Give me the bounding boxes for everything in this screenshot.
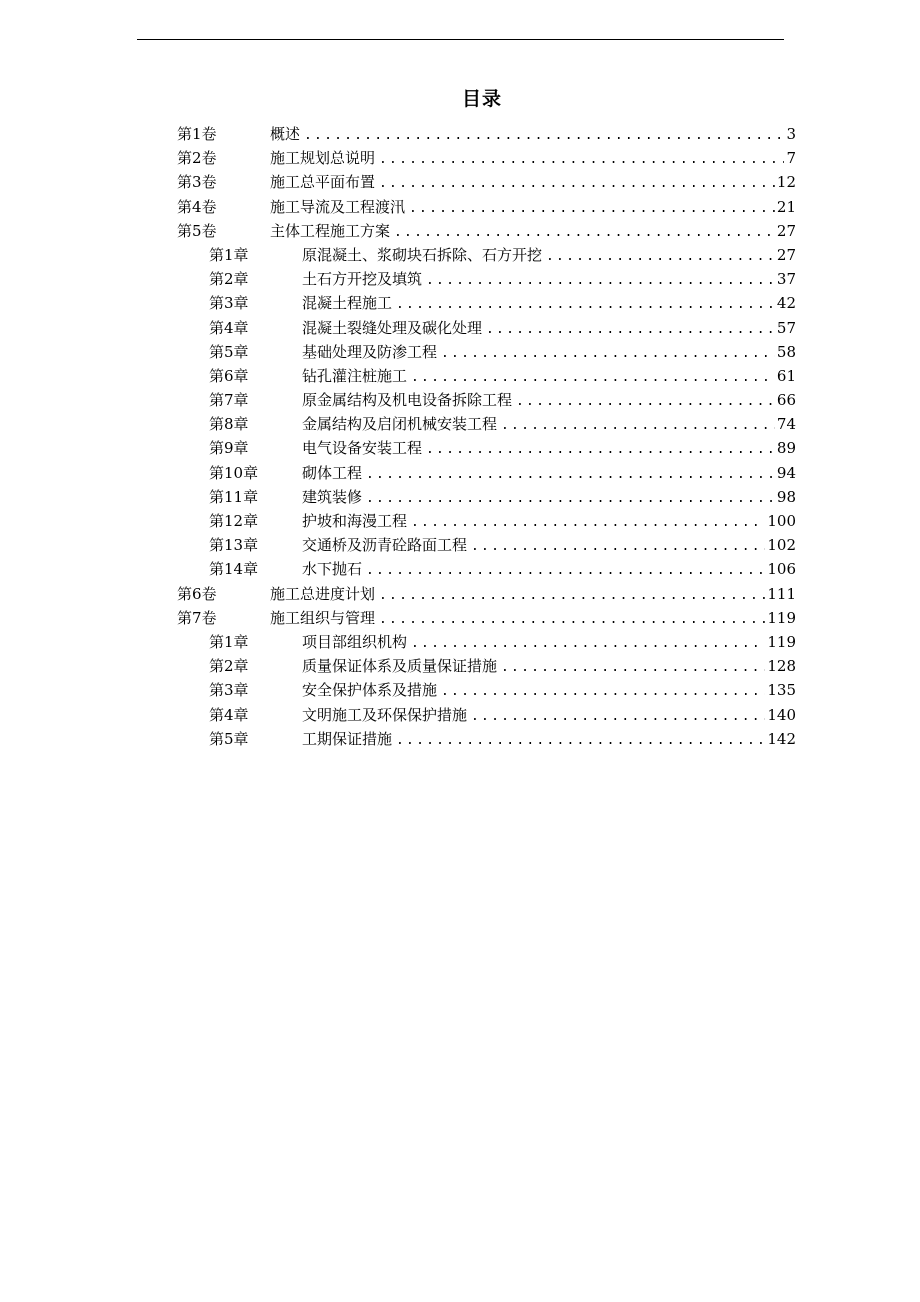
toc-entry-chapter[interactable] xyxy=(0,291,920,315)
toc-entry-line xyxy=(302,630,796,656)
toc-entry-line xyxy=(302,267,796,293)
toc-entry-title: 施工总进度计划 xyxy=(270,584,376,603)
toc-entry-page-number: 102 xyxy=(767,536,796,555)
dot-leader xyxy=(411,632,765,656)
toc-entry-volume[interactable] xyxy=(0,195,920,219)
toc-entry-page-number: 89 xyxy=(776,439,796,458)
dot-leader xyxy=(501,414,775,438)
toc-entry-title: 项目部组织机构 xyxy=(302,632,408,651)
toc-entry-volume[interactable] xyxy=(0,122,920,146)
toc-entry-page-number: 135 xyxy=(767,681,796,700)
toc-entry-page-number: 66 xyxy=(776,391,796,410)
toc-entry-label: 第12章 xyxy=(209,512,259,530)
dot-leader xyxy=(546,245,775,269)
toc-entry-label: 第2卷 xyxy=(177,149,217,168)
toc-entry-title: 土石方开挖及填筑 xyxy=(302,270,423,289)
dot-leader xyxy=(411,511,765,535)
toc-entry-volume[interactable] xyxy=(0,606,920,630)
toc-entry-line xyxy=(270,219,796,245)
dot-leader xyxy=(426,269,775,293)
dot-leader xyxy=(441,680,765,704)
toc-entry-line xyxy=(302,340,796,366)
toc-entry-label: 第3章 xyxy=(209,681,249,700)
header-rule xyxy=(137,39,784,40)
dot-leader xyxy=(366,463,775,487)
toc-entry-chapter[interactable] xyxy=(0,436,920,460)
toc-entry-page-number: 61 xyxy=(776,366,796,385)
dot-leader xyxy=(501,656,765,680)
toc-entry-chapter[interactable] xyxy=(0,557,920,581)
toc-entry-chapter[interactable] xyxy=(0,388,920,412)
dot-leader xyxy=(366,487,775,511)
toc-entry-chapter[interactable] xyxy=(0,727,920,751)
dot-leader xyxy=(471,705,765,729)
toc-entry-page-number: 74 xyxy=(776,415,796,434)
dot-leader xyxy=(426,438,775,462)
dot-leader xyxy=(379,172,775,196)
toc-entry-title: 概述 xyxy=(270,125,301,143)
toc-entry-label: 第2章 xyxy=(209,657,249,676)
dot-leader xyxy=(516,390,775,414)
toc-entry-line xyxy=(302,678,796,704)
dot-leader xyxy=(396,729,765,753)
toc-entry-title: 施工规划总说明 xyxy=(270,149,376,168)
toc-entry-label: 第1卷 xyxy=(177,125,217,143)
toc-entry-line xyxy=(302,436,796,462)
toc-entry-label: 第6章 xyxy=(209,366,249,385)
toc-entry-page-number: 119 xyxy=(767,632,796,651)
toc-entry-title: 质量保证体系及质量保证措施 xyxy=(302,657,498,676)
toc-entry-label: 第8章 xyxy=(209,415,249,434)
toc-entry-title: 混凝土程施工 xyxy=(302,294,393,313)
dot-leader xyxy=(396,293,775,317)
toc-entry-label: 第14章 xyxy=(209,560,259,579)
toc-entry-line xyxy=(302,412,796,438)
toc-entry-title: 混凝土裂缝处理及碳化处理 xyxy=(302,318,483,337)
toc-entry-chapter[interactable] xyxy=(0,461,920,485)
toc-entry-title: 施工总平面布置 xyxy=(270,173,376,192)
toc-entry-title: 原金属结构及机电设备拆除工程 xyxy=(302,391,513,410)
toc-entry-label: 第9章 xyxy=(209,439,249,458)
toc-entry-label: 第11章 xyxy=(209,487,259,506)
toc-entry-page-number: 98 xyxy=(776,487,796,506)
toc-entry-title: 交通桥及沥青砼路面工程 xyxy=(302,536,468,555)
toc-entry-title: 文明施工及环保保护措施 xyxy=(302,705,468,724)
toc-entry-title: 水下抛石 xyxy=(302,560,363,579)
toc-entry-line xyxy=(302,703,796,729)
toc-entry-page-number: 140 xyxy=(767,705,796,724)
toc-entry-label: 第2章 xyxy=(209,270,249,289)
toc-entry-page-number: 142 xyxy=(767,729,796,748)
toc-entry-page-number: 12 xyxy=(776,173,796,192)
toc-entry-line xyxy=(270,122,796,148)
toc-entry-title: 主体工程施工方案 xyxy=(270,221,391,240)
toc-entry-page-number: 94 xyxy=(776,463,796,482)
toc-entry-title: 施工组织与管理 xyxy=(270,608,376,627)
toc-entry-label: 第10章 xyxy=(209,463,259,482)
toc-entry-chapter[interactable] xyxy=(0,340,920,364)
toc-entry-line xyxy=(270,146,796,172)
toc-entry-page-number: 3 xyxy=(786,125,796,143)
dot-leader xyxy=(304,124,784,148)
toc-entry-page-number: 58 xyxy=(776,342,796,361)
dot-leader xyxy=(486,318,775,342)
toc-entry-title: 工期保证措施 xyxy=(302,729,393,748)
toc-entry-page-number: 128 xyxy=(767,657,796,676)
toc-entry-title: 基础处理及防渗工程 xyxy=(302,342,438,361)
toc-entry-line xyxy=(302,485,796,511)
toc-entry-title: 原混凝土、浆砌块石拆除、石方开挖 xyxy=(302,245,543,264)
toc-entry-title: 砌体工程 xyxy=(302,463,363,482)
toc-entry-chapter[interactable] xyxy=(0,509,920,533)
toc-entry-label: 第3章 xyxy=(209,294,249,313)
toc-entry-volume[interactable] xyxy=(0,582,920,606)
dot-leader xyxy=(379,608,765,632)
toc-entry-line xyxy=(302,533,796,559)
toc-entry-line xyxy=(270,170,796,196)
dot-leader xyxy=(379,584,765,608)
toc-entry-page-number: 119 xyxy=(767,608,796,627)
toc-entry-page-number: 37 xyxy=(776,270,796,289)
toc-entry-chapter[interactable] xyxy=(0,243,920,267)
toc-entry-line xyxy=(302,461,796,487)
dot-leader xyxy=(409,197,775,221)
toc-entry-line xyxy=(302,316,796,342)
toc-entry-line xyxy=(302,291,796,317)
toc-entry-page-number: 111 xyxy=(767,584,796,603)
toc-entry-line xyxy=(302,727,796,753)
toc-entry-label: 第4章 xyxy=(209,705,249,724)
toc-entry-page-number: 21 xyxy=(776,197,796,216)
toc-entry-label: 第5章 xyxy=(209,729,249,748)
toc-entry-page-number: 57 xyxy=(776,318,796,337)
toc-entry-label: 第5章 xyxy=(209,342,249,361)
toc-entry-title: 建筑装修 xyxy=(302,487,363,506)
toc-entry-page-number: 7 xyxy=(786,149,796,168)
toc-title: 目录 xyxy=(461,88,502,110)
toc-entry-line xyxy=(302,388,796,414)
toc-entry-chapter[interactable] xyxy=(0,654,920,678)
toc-entry-page-number: 27 xyxy=(776,245,796,264)
toc-entry-chapter[interactable] xyxy=(0,630,920,654)
dot-leader xyxy=(471,535,765,559)
toc-entry-line xyxy=(270,582,796,608)
toc-entry-chapter[interactable] xyxy=(0,485,920,509)
dot-leader xyxy=(411,366,775,390)
toc-entry-title: 护坡和海漫工程 xyxy=(302,512,408,530)
toc-entry-page-number: 100 xyxy=(767,512,796,530)
toc-entry-volume[interactable] xyxy=(0,146,920,170)
toc-entry-label: 第3卷 xyxy=(177,173,217,192)
toc-entry-label: 第5卷 xyxy=(177,221,217,240)
toc-entry-title: 金属结构及启闭机械安装工程 xyxy=(302,415,498,434)
dot-leader xyxy=(394,221,775,245)
toc-entry-volume[interactable] xyxy=(0,170,920,194)
toc-entry-chapter[interactable] xyxy=(0,703,920,727)
toc-entry-line xyxy=(270,195,796,221)
table-of-contents xyxy=(0,122,920,751)
toc-entry-label: 第7章 xyxy=(209,391,249,410)
toc-entry-title: 安全保护体系及措施 xyxy=(302,681,438,700)
toc-entry-page-number: 42 xyxy=(776,294,796,313)
toc-entry-title: 电气设备安装工程 xyxy=(302,439,423,458)
toc-entry-label: 第4章 xyxy=(209,318,249,337)
toc-entry-page-number: 27 xyxy=(776,221,796,240)
toc-entry-line xyxy=(302,557,796,583)
dot-leader xyxy=(366,559,765,583)
toc-entry-chapter[interactable] xyxy=(0,316,920,340)
toc-entry-line xyxy=(302,654,796,680)
dot-leader xyxy=(379,148,784,172)
toc-entry-label: 第7卷 xyxy=(177,608,217,627)
toc-entry-label: 第6卷 xyxy=(177,584,217,603)
dot-leader xyxy=(441,342,775,366)
toc-entry-volume[interactable] xyxy=(0,219,920,243)
toc-entry-line xyxy=(270,606,796,632)
toc-entry-title: 施工导流及工程渡汛 xyxy=(270,197,406,216)
toc-entry-label: 第1章 xyxy=(209,245,249,264)
toc-entry-line xyxy=(302,509,796,535)
toc-entry-line xyxy=(302,243,796,269)
toc-entry-chapter[interactable] xyxy=(0,364,920,388)
toc-entry-label: 第13章 xyxy=(209,536,259,555)
toc-entry-label: 第1章 xyxy=(209,632,249,651)
toc-entry-chapter[interactable] xyxy=(0,533,920,557)
toc-entry-label: 第4卷 xyxy=(177,197,217,216)
toc-entry-chapter[interactable] xyxy=(0,412,920,436)
toc-entry-chapter[interactable] xyxy=(0,267,920,291)
toc-entry-line xyxy=(302,364,796,390)
toc-entry-page-number: 106 xyxy=(767,560,796,579)
toc-entry-title: 钻孔灌注桩施工 xyxy=(302,366,408,385)
toc-entry-chapter[interactable] xyxy=(0,678,920,702)
